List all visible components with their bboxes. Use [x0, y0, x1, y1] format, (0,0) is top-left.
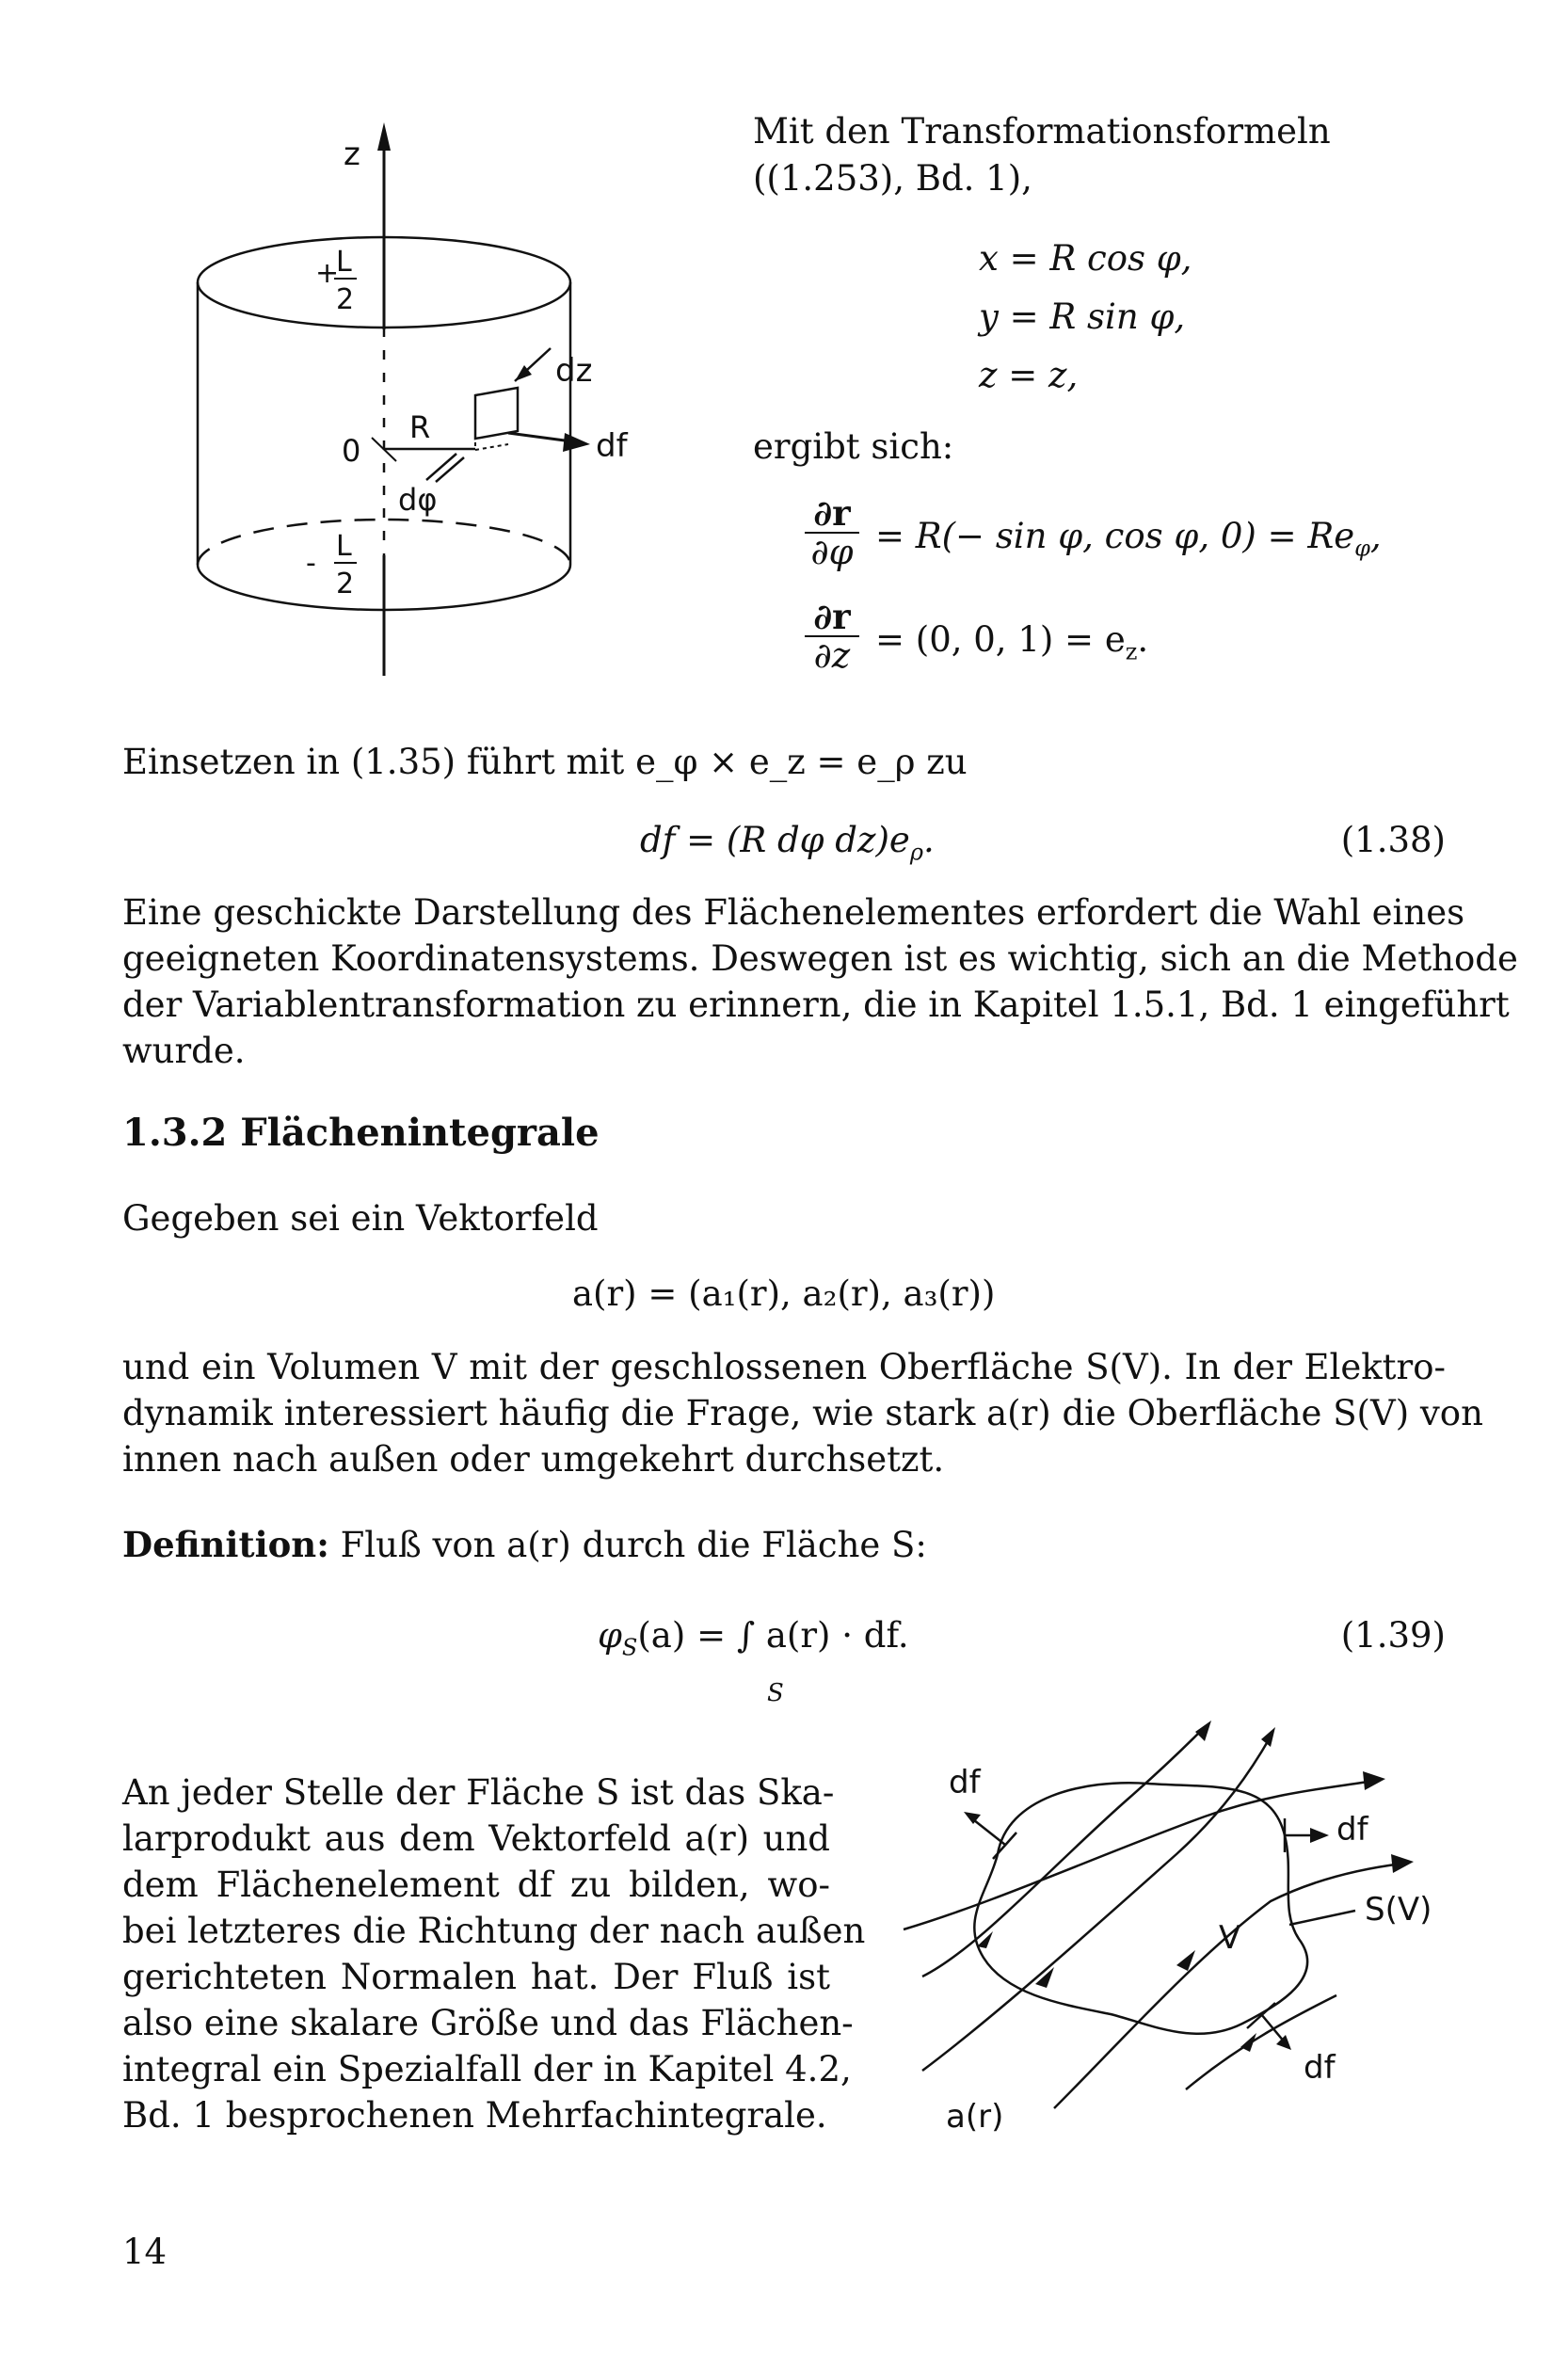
para1-line-3: der Variablentransformation zu erinnern, die in Kapitel 1.5.1, Bd. 1 eingeführt — [122, 984, 1510, 1025]
minus-half-2: 2 — [336, 568, 355, 600]
dz-label: dz — [555, 352, 593, 390]
deriv2-sub: z — [1125, 638, 1138, 665]
deriv2-fraction — [805, 598, 859, 675]
section-heading: 1.3.2 Flächenintegrale — [122, 1111, 600, 1155]
gegeben-line: Gegeben sei ein Vektorfeld — [122, 1198, 599, 1239]
para3-line-5: gerichteten Normalen hat. Der Fluß ist — [122, 1957, 830, 1997]
para3-line-3: dem Flächenelement df zu bilden, wo- — [122, 1865, 830, 1905]
intro-line-2: ((1.253), Bd. 1), — [753, 158, 1032, 199]
deriv2-end: . — [1137, 619, 1149, 660]
surface-element-bottom — [475, 444, 508, 450]
definition-text: Fluß von a(r) durch die Fläche S: — [328, 1525, 927, 1565]
para3-line-4: bei letzteres die Richtung der nach außen — [122, 1911, 866, 1951]
deriv1-rhs — [875, 513, 1382, 571]
closed-surface — [974, 1783, 1307, 2034]
deriv1-rhs-text: = R(− sin φ, cos φ, 0) = Re — [875, 516, 1355, 556]
definition-line — [122, 1522, 927, 1568]
minus-half-l: L — [336, 530, 352, 563]
eq-1-38-end: . — [922, 820, 935, 860]
flux-figure — [866, 1713, 1468, 2165]
volume-label: V — [1219, 1919, 1241, 1957]
deriv2-rhs-text: = (0, 0, 1) = e — [875, 619, 1126, 660]
eq-1-39 — [598, 1612, 909, 1671]
field-line-1-mid — [977, 1931, 993, 1948]
deriv2-numerator: ∂r — [813, 596, 851, 637]
paragraph-volume — [122, 1344, 1483, 1482]
df-label-bottom: df — [1304, 2049, 1336, 2087]
df-vector-head — [563, 433, 590, 452]
df-label-right: df — [1336, 1811, 1368, 1849]
para3-line-2: larprodukt aus dem Vektorfeld a(r) und — [122, 1818, 830, 1859]
surface-element — [475, 388, 518, 439]
einsetzen-line: Einsetzen in (1.35) führt mit e_φ × e_z = e_ρ zu — [122, 742, 968, 782]
eq-1-39-integral-sub: S — [767, 1679, 784, 1707]
dphi-label: dφ — [398, 482, 438, 518]
df-normal-bottom — [1261, 2014, 1285, 2042]
transform-y: y = R sin φ, — [979, 296, 1186, 337]
radius-label: R — [409, 409, 431, 445]
df-label: df — [596, 427, 628, 465]
transform-x: x = R cos φ, — [979, 238, 1192, 279]
eq-1-39-number: (1.39) — [1340, 1615, 1446, 1656]
para3-line-1: An jeder Stelle der Fläche S ist das Ska- — [122, 1772, 835, 1813]
field-line-2-head — [1261, 1727, 1275, 1747]
eq-1-38-lhs: df = (R dφ dz)e — [640, 820, 910, 860]
para1-line-4: wurde. — [122, 1031, 246, 1071]
eq-1-39-rest: (a) = ∫ a(r) · df. — [637, 1615, 909, 1656]
plus-half-length-label: + — [315, 257, 340, 290]
plus-half-l: L — [336, 246, 352, 279]
para3-line-6: also eine skalare Größe und das Flächen- — [122, 2003, 854, 2043]
field-label: a(r) — [946, 2098, 1004, 2136]
field-line-3-head — [1363, 1771, 1385, 1790]
deriv1-numerator: ∂r — [813, 492, 851, 534]
field-line-5-head — [1240, 2033, 1256, 2052]
eq-1-39-phi: φ — [598, 1615, 622, 1656]
paragraph-coordinate-systems — [122, 889, 1518, 1074]
definition-label: Definition: — [122, 1524, 329, 1565]
field-line-1-head — [1195, 1721, 1211, 1741]
surface-label: S(V) — [1365, 1891, 1432, 1929]
sv-pointer — [1289, 1911, 1355, 1925]
ergibt-sich: ergibt sich: — [753, 426, 954, 467]
field-line-4-head — [1391, 1854, 1414, 1873]
dphi-arrow-2 — [436, 457, 464, 482]
para1-line-2: geeigneten Koordinatensystems. Deswegen ist es wichtig, sich an die Methode — [122, 938, 1518, 979]
deriv1-sub: φ — [1354, 535, 1370, 562]
origin-label: 0 — [342, 433, 361, 469]
eq-1-38 — [640, 817, 935, 875]
df-normal-right-head — [1310, 1828, 1329, 1843]
vector-field-equation: a(r) = (a₁(r), a₂(r), a₃(r)) — [572, 1273, 996, 1314]
deriv1-fraction — [805, 494, 859, 571]
para2-line-3: innen nach außen oder umgekehrt durchsetzt. — [122, 1439, 945, 1480]
intro-line-1: Mit den Transformationsformeln — [753, 111, 1331, 152]
z-axis-label: z — [344, 136, 360, 173]
z-axis-arrowhead — [377, 122, 391, 151]
deriv2-denominator: ∂z — [805, 635, 859, 675]
page-number: 14 — [122, 2232, 168, 2272]
cylinder-figure — [184, 113, 673, 678]
eq-1-38-sub: ρ — [909, 839, 923, 866]
para3-line-7: integral ein Spezialfall der in Kapitel 4.2, — [122, 2049, 852, 2089]
deriv1-end: , — [1369, 516, 1382, 556]
eq-1-39-phi-sub: S — [621, 1634, 638, 1661]
transform-z: z = z, — [979, 355, 1079, 395]
deriv2-rhs — [875, 616, 1148, 675]
para2-line-1: und ein Volumen V mit der geschlossenen Oberfläche S(V). In der Elektro- — [122, 1347, 1446, 1387]
eq-1-38-number: (1.38) — [1340, 820, 1446, 860]
para2-line-2: dynamik interessiert häufig die Frage, wie stark a(r) die Oberfläche S(V) von — [122, 1393, 1483, 1433]
para3-line-8: Bd. 1 besprochenen Mehrfachintegrale. — [122, 2095, 827, 2136]
field-line-4 — [1054, 1864, 1402, 2108]
df-normal-bottom-head — [1276, 2035, 1291, 2050]
df-label-left: df — [949, 1764, 981, 1801]
para1-line-1: Eine geschickte Darstellung des Flächenelementes erfordert die Wahl eines — [122, 892, 1465, 933]
field-line-3 — [904, 1781, 1374, 1929]
deriv1-denominator: ∂φ — [805, 532, 859, 571]
paragraph-flux — [122, 1769, 866, 2138]
minus-half-length-label: - — [306, 547, 316, 580]
plus-half-2: 2 — [336, 283, 355, 316]
